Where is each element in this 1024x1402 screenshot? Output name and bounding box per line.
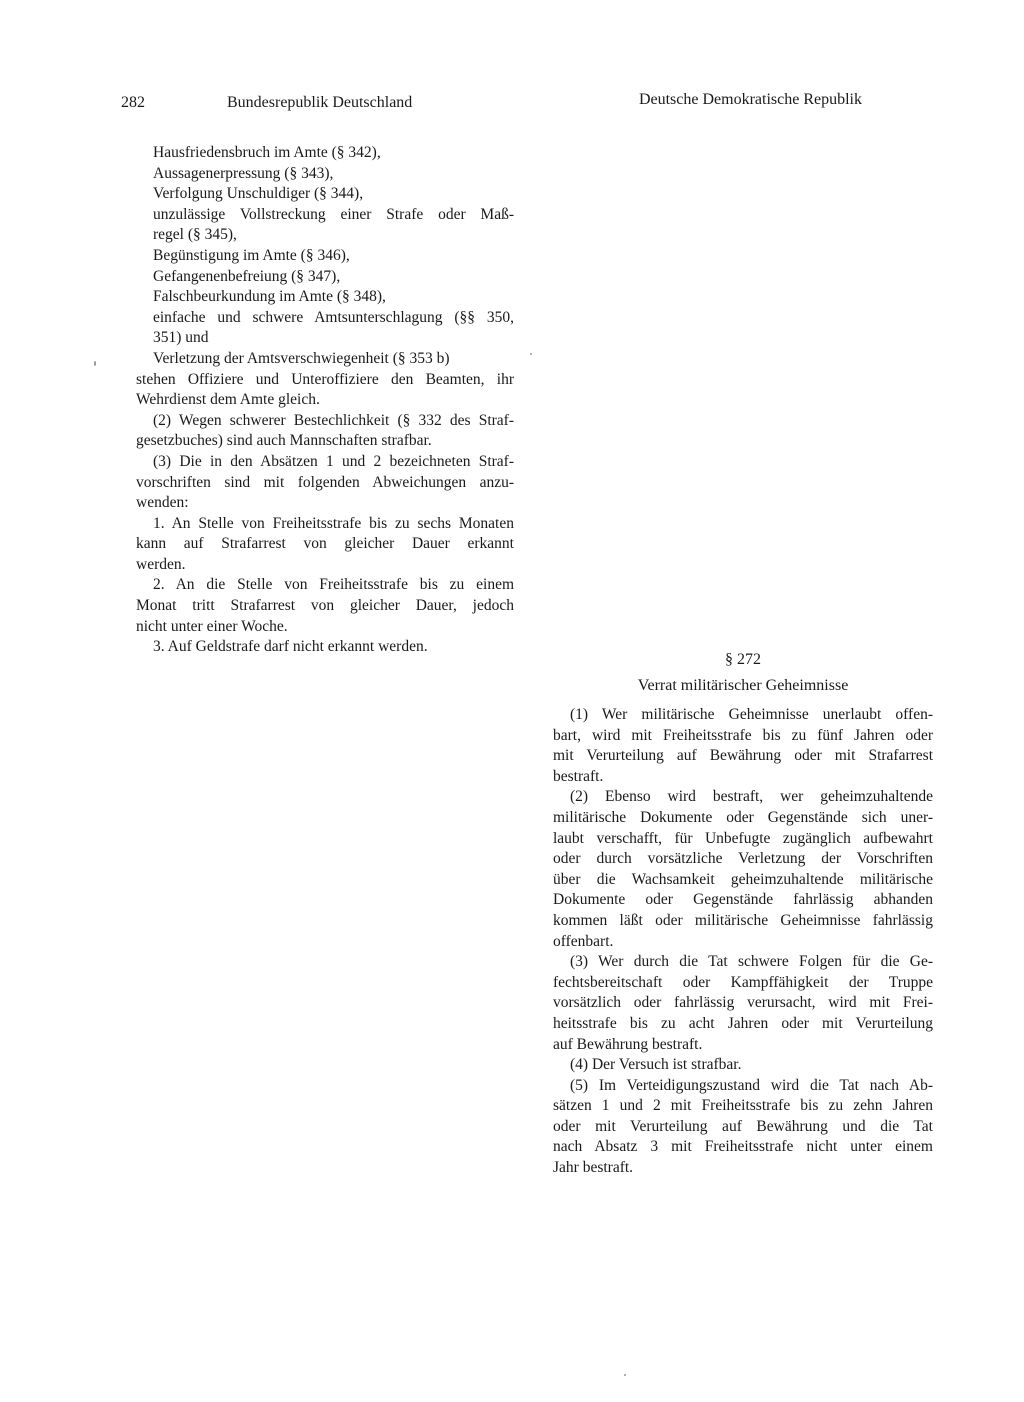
text-line: (1) Wer militärische Geheimnisse unerlaubt offen- — [570, 706, 933, 723]
text-line: (3) Wer durch die Tat schwere Folgen für die Ge- — [570, 953, 933, 971]
text-line: unzulässige Vollstreckung einer Strafe oder Maß- — [153, 205, 514, 223]
text-line: nicht unter einer Woche. — [136, 617, 288, 635]
text-line: vorsätzlich oder fahrlässig verursacht, wird mit Frei- — [553, 994, 933, 1012]
text-line: heitsstrafe bis zu acht Jahren oder mit Verurteilung — [553, 1014, 933, 1032]
text-line: sätzen 1 und 2 mit Freiheitsstrafe bis zu zehn Jahren — [553, 1097, 933, 1115]
text-line: 1. An Stelle von Freiheitsstrafe bis zu sechs Monaten — [153, 514, 514, 532]
text-line: bestraft. — [553, 767, 604, 785]
text-line: Dokumente oder Gegenstände fahrlässig abhanden — [553, 891, 933, 909]
scan-speck — [530, 353, 532, 355]
running-header-left: Bundesrepublik Deutschland — [227, 94, 413, 111]
text-line: Gefangenenbefreiung (§ 347), — [153, 267, 341, 285]
text-line: werden. — [136, 555, 186, 573]
section-number: § 272 — [725, 651, 761, 668]
text-line: Monat tritt Strafarrest von gleicher Dauer, jedoch — [136, 597, 514, 615]
text-line: militärische Dokumente oder Gegenstände sich uner- — [553, 808, 933, 826]
text-line: 2. An die Stelle von Freiheitsstrafe bis zu einem — [153, 576, 514, 594]
text-line: Jahr bestraft. — [553, 1159, 634, 1177]
text-line: Aussagenerpressung (§ 343), — [153, 164, 334, 182]
text-line: (5) Im Verteidigungszustand wird die Tat nach Ab- — [570, 1076, 933, 1094]
text-line: (3) Die in den Absätzen 1 und 2 bezeichneten Straf- — [153, 452, 514, 470]
text-line: stehen Offiziere und Unteroffiziere den Beamten, ihr — [136, 370, 514, 388]
right-column-text — [553, 705, 933, 1179]
text-line: Wehrdienst dem Amte gleich. — [136, 391, 320, 409]
text-line: laubt verschafft, für Unbefugte zugänglich aufbewahrt — [553, 829, 933, 847]
text-line: Verletzung der Amtsverschwiegenheit (§ 353 b) — [153, 349, 450, 367]
text-line: vorschriften sind mit folgenden Abweichungen anzu- — [136, 473, 514, 491]
text-line: 3. Auf Geldstrafe darf nicht erkannt werden. — [153, 638, 428, 656]
section-title: Verrat militärischer Geheimnisse — [637, 677, 849, 694]
running-header-right: Deutsche Demokratische Republik — [638, 91, 862, 108]
text-line: offenbart. — [553, 932, 614, 950]
text-line: kommen läßt oder militärische Geheimnisse fahrlässig — [553, 911, 933, 929]
text-line: nach Absatz 3 mit Freiheitsstrafe nicht unter einem — [553, 1138, 933, 1156]
text-line: einfache und schwere Amtsunterschlagung (§§ 350, — [153, 308, 514, 326]
text-line: Begünstigung im Amte (§ 346), — [153, 246, 350, 264]
text-line: mit Verurteilung auf Bewährung oder mit Strafarrest — [553, 747, 933, 765]
text-line: (2) Ebenso wird bestraft, wer geheimzuhaltende — [570, 788, 933, 806]
text-line: bart, wird mit Freiheitsstrafe bis zu fünf Jahren oder — [553, 726, 933, 744]
scan-speck — [624, 1374, 626, 1376]
text-line: fechtsbereitschaft oder Kampffähigkeit der Truppe — [553, 973, 933, 991]
text-line: (4) Der Versuch ist strafbar. — [570, 1056, 742, 1074]
text-line: auf Bewährung bestraft. — [553, 1035, 703, 1053]
text-line: (2) Wegen schwerer Bestechlichkeit (§ 332 des Straf- — [153, 411, 514, 429]
text-line: 351) und — [153, 329, 209, 347]
text-line: Hausfriedensbruch im Amte (§ 342), — [153, 144, 381, 161]
text-line: Falschbeurkundung im Amte (§ 348), — [153, 288, 386, 306]
text-line: Verfolgung Unschuldiger (§ 344), — [153, 185, 364, 203]
text-line: gesetzbuches) sind auch Mannschaften strafbar. — [136, 432, 432, 450]
left-column-text — [136, 143, 514, 658]
page-number: 282 — [121, 94, 145, 111]
scan-speck — [94, 361, 96, 366]
text-line: oder mit Verurteilung auf Bewährung und die Tat — [553, 1117, 933, 1135]
text-line: regel (§ 345), — [153, 226, 237, 244]
text-line: über die Wachsamkeit geheimzuhaltende militärische — [553, 870, 933, 888]
text-line: oder durch vorsätzliche Verletzung der Vorschriften — [553, 850, 933, 868]
text-line: kann auf Strafarrest von gleicher Dauer erkannt — [136, 535, 514, 553]
text-line: wenden: — [136, 494, 189, 512]
